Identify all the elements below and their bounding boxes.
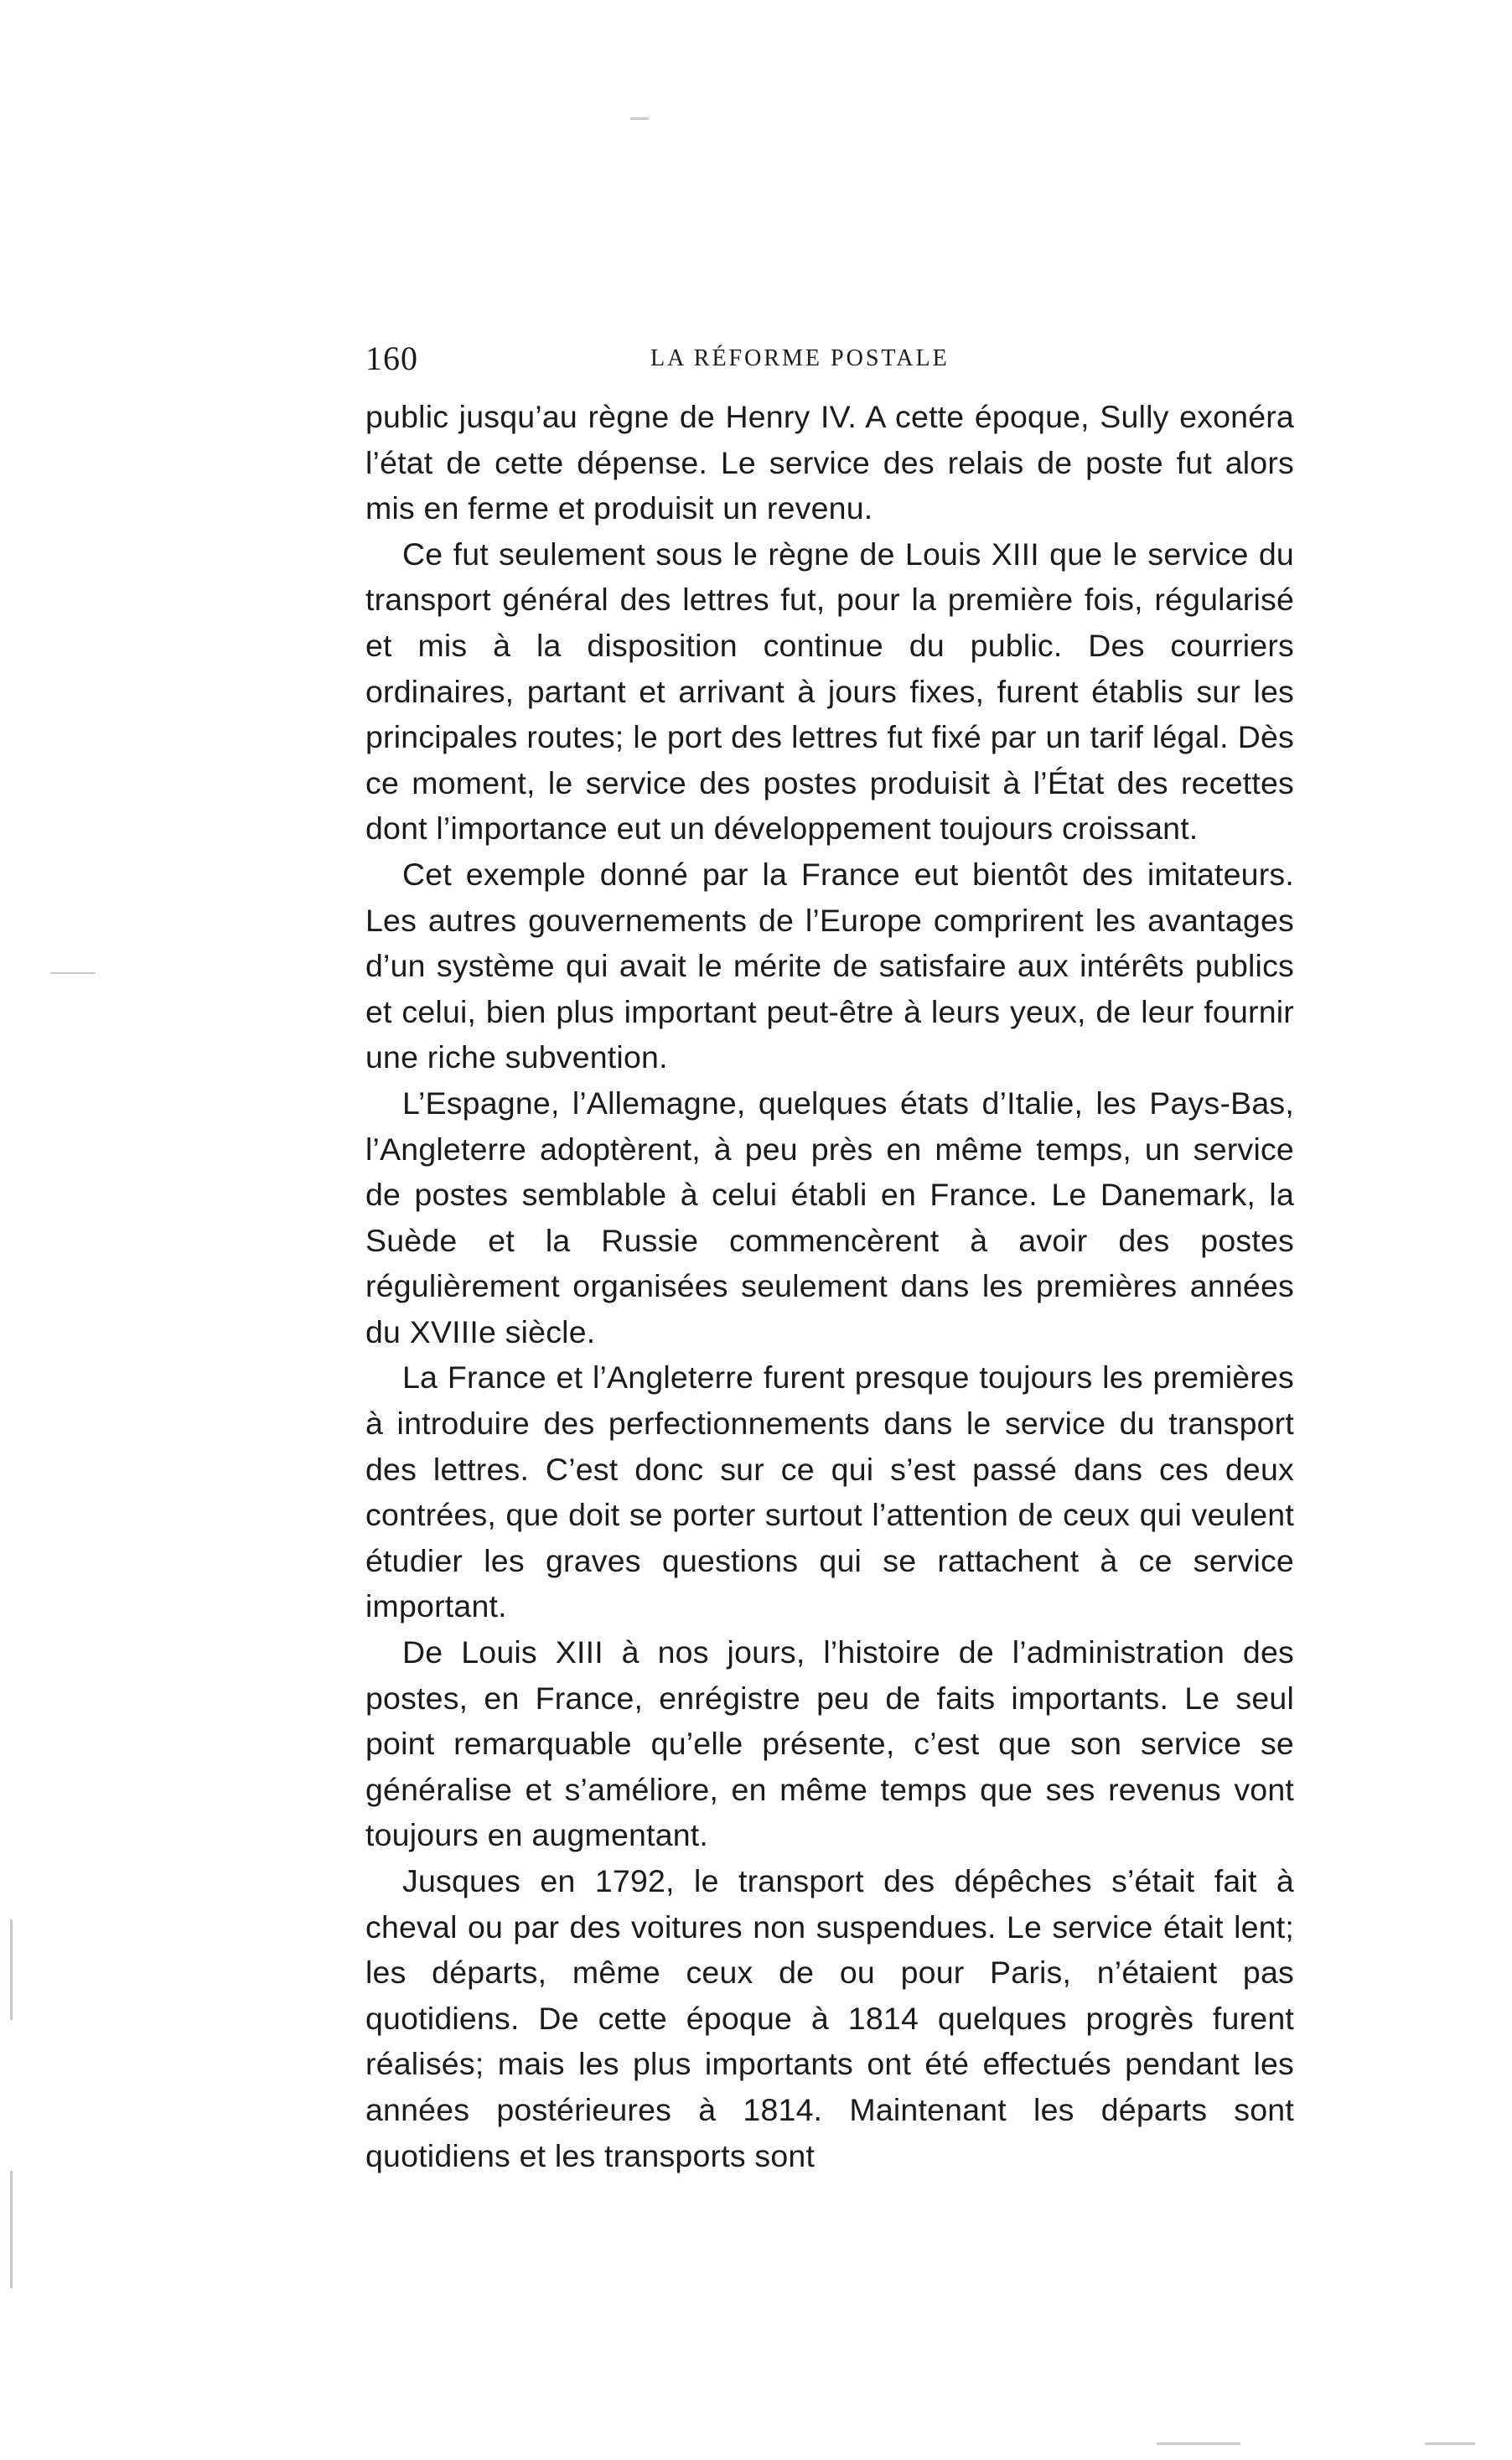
paragraph-4: L’Espagne, l’Allemagne, quelques états d’Italie, les Pays-Bas, l’Angleterre adoptèrent, à peu près en même temps, un service de postes semblable à celui établi en France. Le Danemark, la Suède et la Russie commencèrent à avoir des postes régulièrement organisées seulement dans les premières années du XVIIIe siècle. <box>365 1085 1294 1349</box>
scan-mark <box>10 1919 13 2020</box>
scan-mark <box>50 972 96 974</box>
scan-mark <box>10 2171 13 2288</box>
scan-mark <box>1157 2442 1240 2445</box>
paragraph-5: La France et l’Angleterre furent presque toujours les premières à introduire des perfectionnements dans le service du transport des lettres. C’est donc sur ce qui s’est passé dans ces deux contrées, que doit se porter surtout l’attention de ceux qui veulent étudier les graves questions qui se rattachent à ce service important. <box>365 1359 1294 1624</box>
page-number: 160 <box>365 339 418 377</box>
paragraph-3: Cet exemple donné par la France eut bientôt des imitateurs. Les autres gouvernements de l’Europe comprirent les avantages d’un système qui avait le mérite de satisfaire aux intérêts publics et celui, bien plus important peut-être à leurs yeux, de leur fournir une riche subvention. <box>365 856 1294 1075</box>
body-text <box>365 394 1294 2178</box>
paragraph-1: public jusqu’au règne de Henry IV. A cette époque, Sully exonéra l’état de cette dépense. Le service des relais de poste fut alors mis en ferme et produisit un revenu. <box>365 399 1294 526</box>
paragraph-2: Ce fut seulement sous le règne de Louis XIII que le service du transport général des lettres fut, pour la première fois, régularisé et mis à la disposition continue du public. Des courriers ordinaires, partant et arrivant à jours fixes, furent établis sur les principales routes; le port des lettres fut fixé par un tarif légal. Dès ce moment, le service des postes produisit à l’État des recettes dont l’importance eut un développement toujours croissant. <box>365 536 1294 847</box>
running-head <box>365 339 1304 389</box>
scan-mark <box>1425 2442 1475 2445</box>
paragraph-6: De Louis XIII à nos jours, l’histoire de l’administration des postes, en France, enrégistre peu de faits importants. Le seul point remarquable qu’elle présente, c’est que son service se généralise et s’améliore, en même temps que ses revenus vont toujours en augmentant. <box>365 1634 1294 1853</box>
scan-mark <box>630 117 649 120</box>
paragraph-7: Jusques en 1792, le transport des dépêches s’était fait à cheval ou par des voitures non suspendues. Le service était lent; les départs, même ceux de ou pour Paris, n’étaient pas quotidiens. De cette époque à 1814 quelques progrès furent réalisés; mais les plus importants ont été effectués pendant les années postérieures à 1814. Maintenant les départs sont quotidiens et les transports sont <box>365 1863 1294 2173</box>
running-title: LA RÉFORME POSTALE <box>650 345 950 371</box>
